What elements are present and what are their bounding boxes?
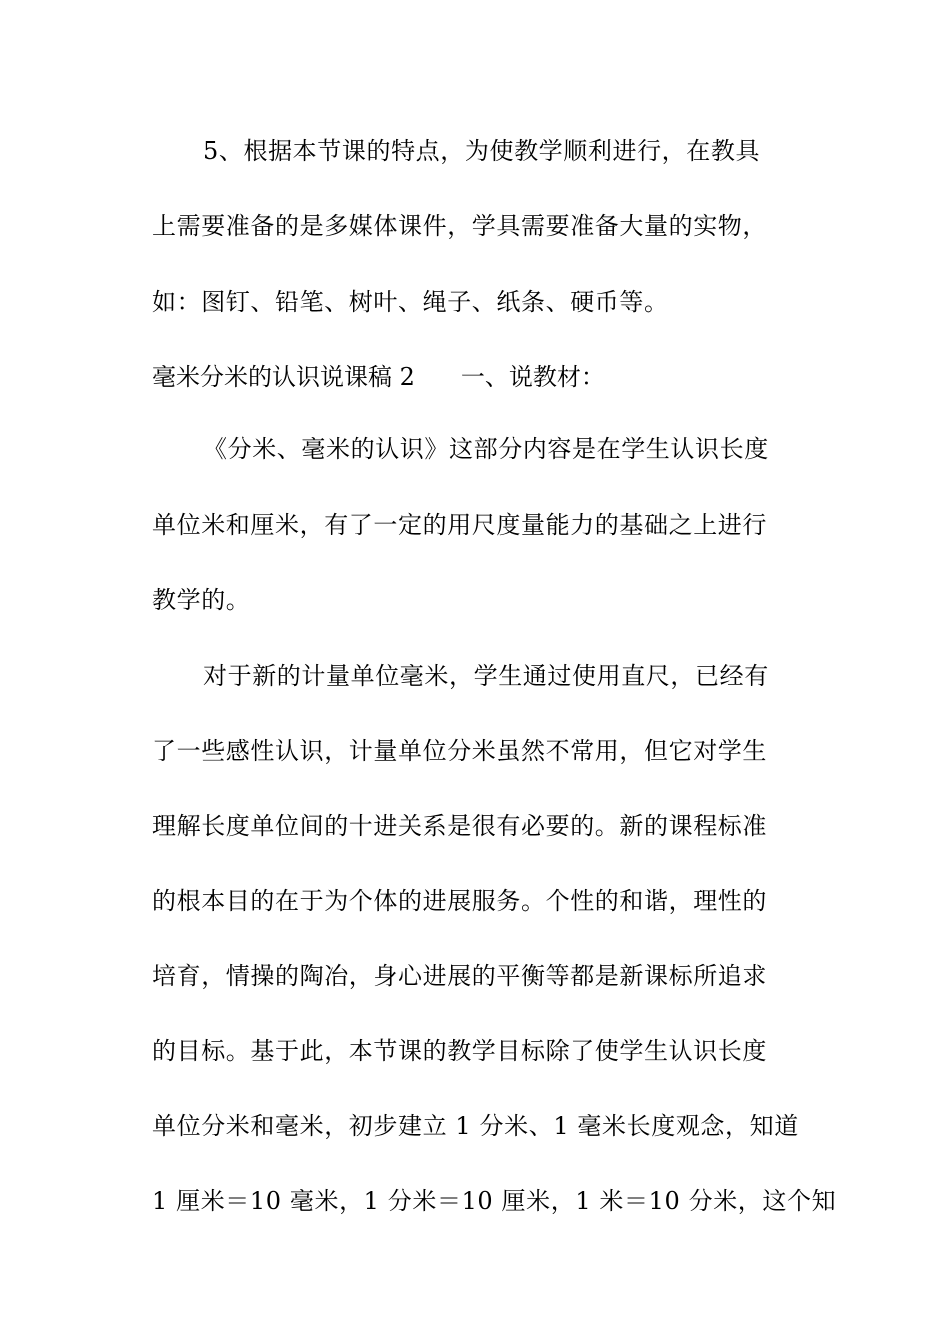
heading-section: 一、说教材： <box>460 363 605 391</box>
paragraph-3-line-7: 单位分米和毫米，初步建立 1 分米、1 毫米长度观念，知道 <box>152 1112 799 1140</box>
paragraph-1-line-2: 上需要准备的是多媒体课件，学具需要准备大量的实物， <box>152 212 767 240</box>
paragraph-1-line-3: 如：图钉、铅笔、树叶、绳子、纸条、硬币等。 <box>152 288 669 316</box>
paragraph-3-line-5: 培育，情操的陶冶，身心进展的平衡等都是新课标所追求 <box>152 962 767 990</box>
paragraph-3-line-8: 1 厘米＝10 毫米，1 分米＝10 厘米，1 米＝10 分米，这个知 <box>152 1187 837 1215</box>
paragraph-3-line-1: 对于新的计量单位毫米，学生通过使用直尺，已经有 <box>203 662 769 690</box>
section-heading <box>152 362 822 392</box>
heading-title: 毫米分米的认识说课稿 2 <box>152 363 415 391</box>
paragraph-1-line-1: 5、根据本节课的特点，为使教学顺利进行，在教具 <box>203 137 761 165</box>
paragraph-3-line-3: 理解长度单位间的十进关系是很有必要的。新的课程标准 <box>152 812 767 840</box>
paragraph-3-line-2: 了一些感性认识，计量单位分米虽然不常用，但它对学生 <box>152 737 767 765</box>
paragraph-3-line-6: 的目标。基于此，本节课的教学目标除了使学生认识长度 <box>152 1037 767 1065</box>
paragraph-2-line-2: 单位米和厘米，有了一定的用尺度量能力的基础之上进行 <box>152 511 767 539</box>
paragraph-3-line-4: 的根本目的在于为个体的进展服务。个性的和谐，理性的 <box>152 887 767 915</box>
paragraph-2-line-3: 教学的。 <box>152 586 251 614</box>
paragraph-2-line-1: 《分米、毫米的认识》这部分内容是在学生认识长度 <box>203 435 769 463</box>
